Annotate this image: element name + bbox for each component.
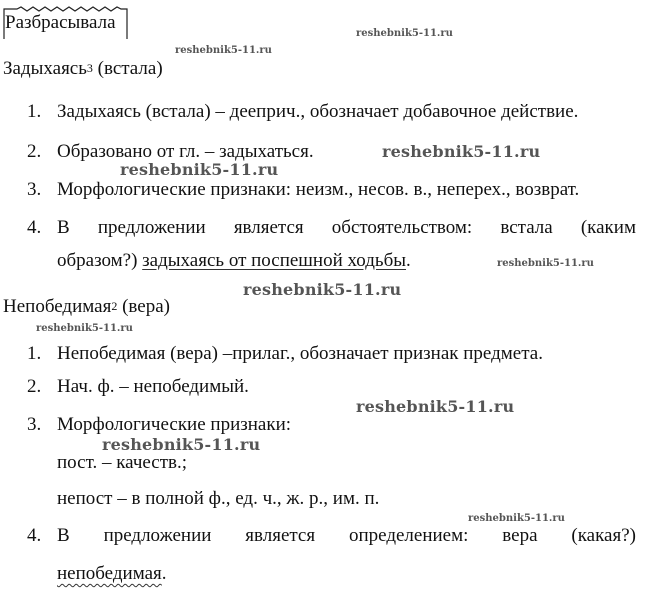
section1-head-sup: 3	[86, 61, 93, 75]
list-item: Задыхаясь (встала) – дееприч., обозначает добавочное действие.	[57, 101, 579, 122]
list-item-line2	[57, 250, 411, 272]
wavy-underlined-word: непобедимая	[57, 563, 162, 584]
word: обстоятельством:	[331, 217, 473, 238]
watermark: reshebnik5-11.ru	[497, 258, 594, 269]
watermark: reshebnik5-11.ru	[468, 513, 565, 524]
list-item: Непобедимая (вера) –прилаг., обозначает признак предмета.	[57, 343, 543, 364]
word: определением:	[348, 525, 469, 546]
word: вера	[502, 525, 538, 546]
section2-head-word: Непобедимая	[3, 296, 112, 317]
list-sub-item: пост. – качеств.;	[57, 452, 188, 473]
watermark: reshebnik5-11.ru	[102, 435, 261, 454]
list-item: Морфологические признаки:	[57, 414, 292, 435]
word: встала	[500, 217, 553, 238]
period: .	[406, 250, 411, 271]
word: предложении	[97, 217, 206, 238]
section2-head-rest: (вера)	[122, 296, 170, 317]
section1-head-rest: (встала)	[97, 58, 163, 79]
list-item-number: 3.	[27, 179, 42, 200]
list-item-number: 4.	[27, 525, 42, 546]
underlined-phrase: задыхаясь от поспешной ходьбы	[142, 250, 407, 271]
section2-head-sup: 2	[111, 299, 118, 313]
section2-heading	[3, 296, 170, 318]
list-item: Нач. ф. – непобедимый.	[57, 376, 249, 397]
word: В	[57, 217, 70, 238]
list-item-number: 1.	[27, 101, 42, 122]
section1-head-word: Задыхаясь	[3, 58, 87, 79]
word: предложении	[103, 525, 212, 546]
section1-heading	[3, 58, 163, 80]
list-item-number: 1.	[27, 343, 42, 364]
word: (какая?)	[571, 525, 636, 546]
word: В	[57, 525, 70, 546]
list-item: Образовано от гл. – задыхаться.	[57, 141, 314, 162]
list-item-number: 4.	[27, 217, 42, 238]
word: является	[245, 525, 316, 546]
top-word: Разбрасывала	[5, 12, 116, 33]
word: (каким	[580, 217, 636, 238]
watermark: reshebnik5-11.ru	[36, 323, 133, 334]
list-item-line1	[57, 525, 636, 547]
list-item-line2	[57, 563, 167, 585]
word: является	[233, 217, 304, 238]
list-item-number: 2.	[27, 141, 42, 162]
top-word-frame	[3, 6, 131, 45]
watermark: reshebnik5-11.ru	[243, 280, 402, 299]
watermark: reshebnik5-11.ru	[120, 160, 279, 179]
list-item-number: 3.	[27, 414, 42, 435]
list-sub-item: непост – в полной ф., ед. ч., ж. р., им. п.	[57, 488, 380, 509]
watermark: reshebnik5-11.ru	[175, 45, 272, 56]
watermark: reshebnik5-11.ru	[382, 142, 541, 161]
watermark: reshebnik5-11.ru	[356, 28, 453, 39]
period: .	[161, 563, 167, 584]
list-item-number: 2.	[27, 376, 42, 397]
text-segment: образом?)	[57, 250, 138, 271]
list-item: Морфологические признаки: неизм., несов. в., неперех., возврат.	[57, 179, 580, 200]
list-item-line1	[57, 217, 636, 239]
watermark: reshebnik5-11.ru	[356, 397, 515, 416]
